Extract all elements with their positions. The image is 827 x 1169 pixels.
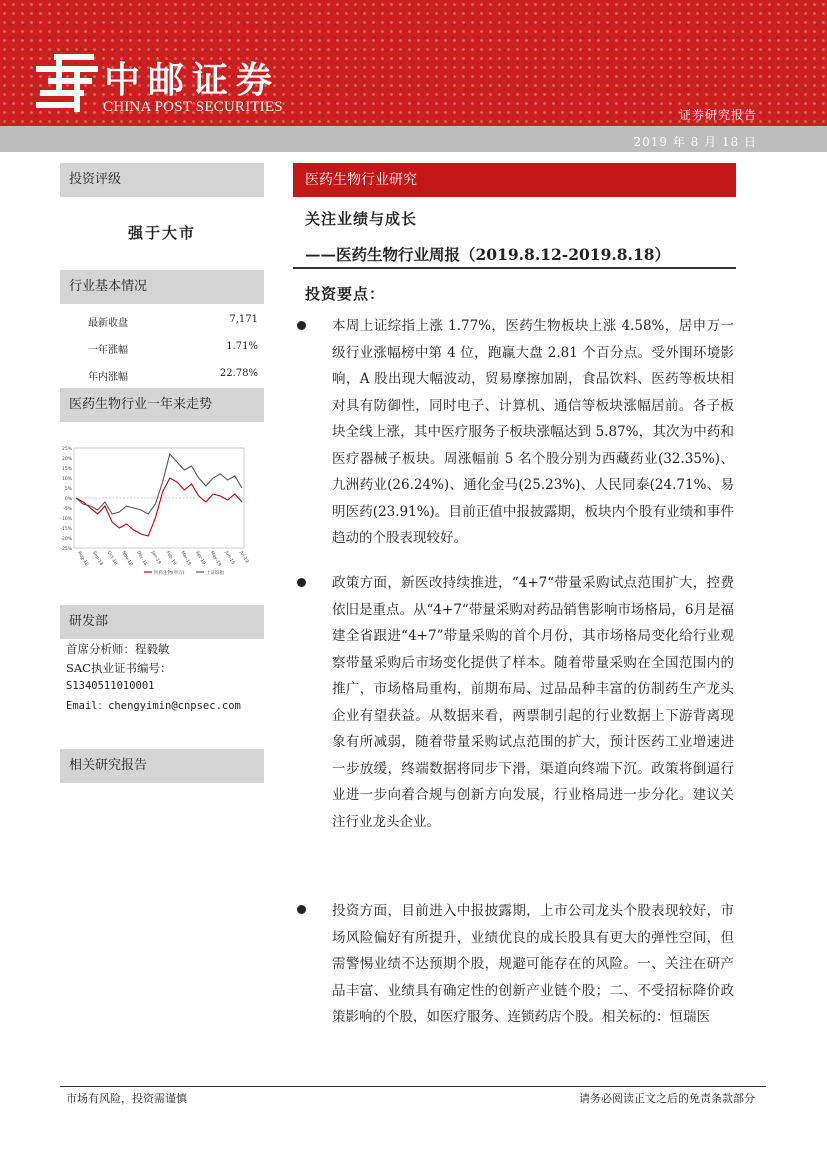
sac-label: SAC执业证书编号：: [66, 661, 172, 675]
y-tick-label: 25%: [61, 447, 72, 452]
stat-value: 1.71%: [226, 341, 258, 352]
sac-number: S1340511010001: [66, 680, 155, 692]
bullet-icon: [297, 905, 306, 914]
section-banner: 医药生物行业研究: [293, 163, 736, 197]
report-title: 关注业绩与成长: [305, 210, 418, 228]
stat-label: 年内涨幅: [88, 372, 128, 383]
x-tick-label: Jun-19: [223, 550, 236, 566]
paragraph: 投资方面，目前进入中报披露期，上市公司龙头个股表现较好，市场风险偏好有所提升，业绩优良的成长股具有更大的弹性空间，但需警惕业绩不达预期个股，规避可能存在的风险。一、关注在研产品丰富、业绩具有确定性的创新产业链个股；二、不受招标降价政策影响的个股，如医疗服务、连锁药店个股。相关标的：恒瑞医: [332, 903, 734, 1025]
rating-header: 投资评级: [60, 163, 264, 197]
y-tick-label: -5%: [63, 507, 72, 512]
analyst-name: 首席分析师：程毅敏: [66, 642, 170, 656]
stat-value: 7,171: [229, 314, 258, 325]
x-tick-label: Aug-18: [76, 550, 89, 567]
stat-row: [88, 341, 258, 356]
y-tick-label: 0%: [64, 497, 72, 502]
china-post-logo-icon: [34, 52, 100, 114]
stat-label: 一年涨幅: [88, 345, 128, 356]
x-tick-label: Mar-19: [179, 550, 192, 567]
stat-value: 22.78%: [219, 368, 258, 379]
report-subtitle: ——医药生物行业周报（2019.8.12-2019.8.18）: [305, 245, 671, 264]
x-tick-label: Sep-18: [90, 550, 104, 567]
footer-divider: [60, 1086, 766, 1087]
y-tick-label: -25%: [60, 547, 72, 552]
x-tick-label: Jul-19: [238, 550, 249, 565]
x-tick-label: Apr-19: [194, 550, 206, 566]
x-tick-label: May-19: [208, 550, 222, 568]
paragraph: 政策方面，新医改持续推进，“4+7“带量采购试点范围扩大，控费依旧是重点。从“4+7“带量采购对药品销售影响市场格局，6月是福建全省跟进“4+7”带量采购的首个月份，其市场格局变化给行业观察带量采购后市场变化提供了样本。随着带量采购在全国范围内的推广，市场格局重构，前期布局、过品品种丰富的仿制药生产龙头企业有望获益。从数据来看，两票制引起的行业数据上下游背离现象有所减弱，随着带量采购试点范围的扩大，预计医药工业增速进一步放缓，终端数据将同步下滑，渠道向终端下沉。政策将倒逼行业进一步向着合规与创新方向发展，行业格局进一步分化。建议关注行业龙头企业。: [332, 575, 734, 830]
legend-label: 医药生物(申万): [154, 571, 185, 576]
trend-header: 医药生物行业一年来走势: [60, 388, 264, 422]
rating-value: 强于大市: [127, 224, 196, 242]
related-reports-header: 相关研究报告: [60, 749, 264, 783]
stat-label: 最新收盘: [88, 318, 128, 329]
legend-label: 上证综指: [206, 571, 224, 576]
x-tick-label: Feb-19: [164, 550, 177, 567]
y-tick-label: 15%: [61, 467, 72, 472]
x-tick-label: Nov-18: [120, 550, 133, 567]
x-tick-label: Jan-19: [149, 550, 162, 566]
stat-row: [88, 368, 258, 383]
y-tick-label: 20%: [61, 457, 72, 462]
x-tick-label: Dec-18: [135, 550, 148, 567]
stat-row: [88, 314, 258, 329]
y-tick-label: -20%: [60, 537, 72, 542]
legal-notice: 请务必阅读正文之后的免责条款部分: [579, 1092, 755, 1105]
document-type: 证券研究报告: [678, 108, 757, 122]
y-tick-label: 5%: [64, 487, 72, 492]
trend-chart: [58, 440, 250, 584]
report-date: 2019 年 8 月 18 日: [633, 135, 757, 149]
y-tick-label: -10%: [60, 517, 72, 522]
brand-name-en: CHINA POST SECURITIES: [103, 99, 283, 115]
y-tick-label: -15%: [60, 527, 72, 532]
title-divider: [293, 267, 736, 269]
industry-header: 行业基本情况: [60, 270, 264, 304]
risk-disclaimer: 市场有风险，投资需谨慎: [66, 1092, 187, 1105]
bullet-icon: [297, 321, 306, 330]
y-tick-label: 10%: [61, 477, 72, 482]
paragraph: 本周上证综指上涨 1.77%，医药生物板块上涨 4.58%，居申万一级行业涨幅榜中第 4 位，跑赢大盘 2.81 个百分点。受外围环境影响，A 股出现大幅波动，贸易摩擦加剧，食品饮料、医药等板块相对具有防御性，同时电子、计算机、通信等板块涨幅居前。各子板块全线上涨，其中医疗服务子板块涨幅达到 5.87%，其次为中药和医疗器械子板块。周涨幅前 5 名个股分别为西藏药业(32.35%)、九洲药业(26.24%)、通化金马(25.23%)、人民同泰(24.71%、易明医药(23.91%)。目前正值中报披露期，板块内个股有业绩和事件趋动的个股表现较好。: [332, 318, 734, 546]
bullet-icon: [297, 578, 306, 587]
brand-name-cn: 中邮证券: [104, 59, 281, 101]
analyst-email: Email：chengyimin@cnpsec.com: [66, 700, 241, 712]
x-tick-label: Oct-18: [105, 550, 118, 567]
dept-header: 研发部: [60, 605, 264, 639]
key-points-heading: 投资要点：: [305, 285, 386, 303]
